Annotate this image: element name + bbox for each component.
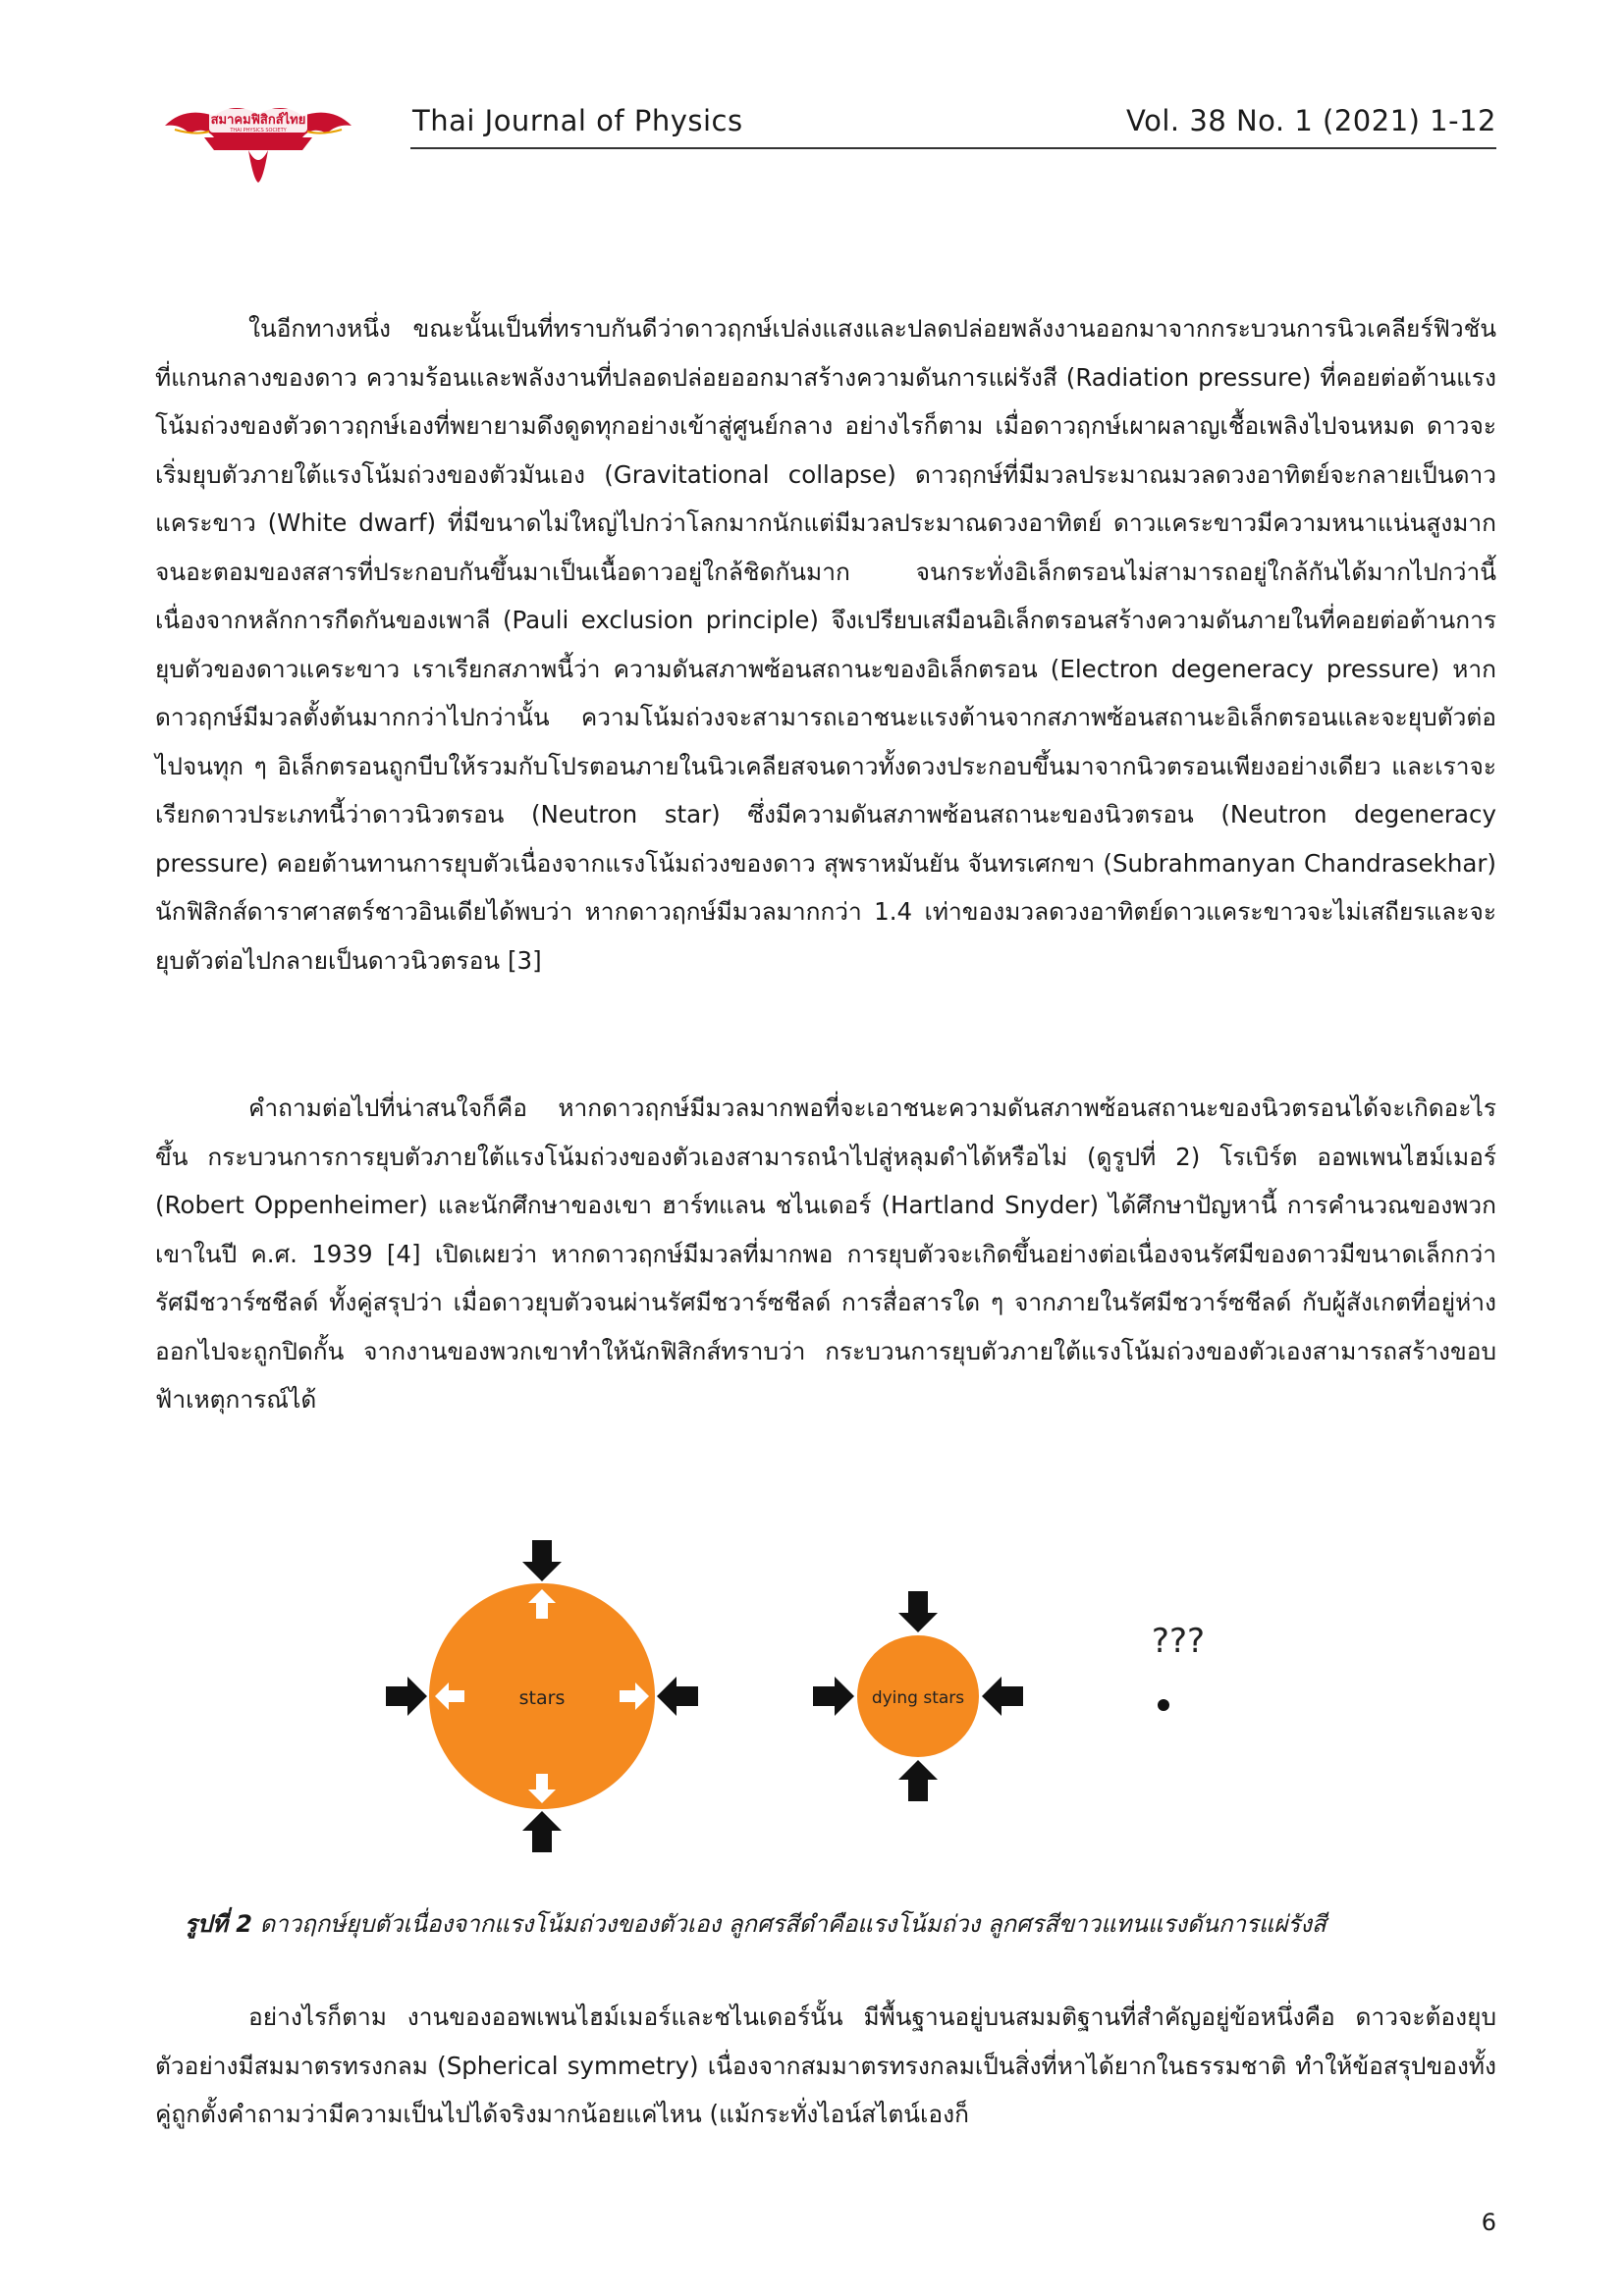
paragraph-1: ในอีกทางหนึ่ง ขณะนั้นเป็นที่ทราบกันดีว่าดาวฤกษ์เปล่งแสงและปลดปล่อยพลังงานออกมาจากกระบวนการนิวเคลียร์ฟิวชันที่แกนกลางของดาว ความร้อนและพลังงานที่ปลอดปล่อยออกมาสร้างความดันการแผ่รังสี (Radiation pressure) ที่คอยต่อต้านแรงโน้มถ่วงของตัวดาวฤกษ์เองที่พยายามดึงดูดทุกอย่างเข้าสู่ศูนย์กลาง อย่างไรก็ตาม เมื่อดาวฤกษ์เผาผลาญเชื้อเพลิงไปจนหมด ดาวจะเริ่มยุบตัวภายใต้แรงโน้มถ่วงของตัวมันเอง (Gravitational collapse) ดาวฤกษ์ที่มีมวลประมาณมวลดวงอาทิตย์จะกลายเป็นดาวแคระขาว (White dwarf) ที่มีขนาดไม่ใหญ่ไปกว่าโลกมากนักแต่มีมวลประมาณดวงอาทิตย์ ดาวแคระขาวมีความหนาแน่นสูงมากจนอะตอมของสสารที่ประกอบกันขึ้นมาเป็นเนื้อดาวอยู่ใกล้ชิดกันมาก จนกระทั่งอิเล็กตรอนไม่สามารถอยู่ใกล้กันได้มากไปกว่านี้ เนื่องจากหลักการกีดกันของเพาลี (Pauli exclusion principle) จึงเปรียบเสมือนอิเล็กตรอนสร้างความดันภายในที่คอยต่อต้านการยุบตัวของดาวแคระขาว เราเรียกสภาพนี้ว่า ความดันสภาพซ้อนสถานะของอิเล็กตรอน (Electron degeneracy pressure) หากดาวฤกษ์มีมวลตั้งต้นมากกว่าไปกว่านั้น ความโน้มถ่วงจะสามารถเอาชนะแรงต้านจากสภาพซ้อนสถานะอิเล็กตรอนและจะยุบตัวต่อไปจนทุก ๆ อิเล็กตรอนถูกบีบให้รวมกับโปรตอนภายในนิวเคลียสจนดาวทั้งดวงประกอบขึ้นมาจากนิวตรอนเพียงอย่างเดียว และเราจะเรียกดาวประเภทนี้ว่าดาวนิวตรอน (Neutron star) ซึ่งมีความดันสภาพซ้อนสถานะของนิวตรอน (Neutron degeneracy pressure) คอยต้านทานการยุบตัวเนื่องจากแรงโน้มถ่วงของดาว สุพราหมันยัน จันทรเศกขา (Subrahmanyan Chandrasekhar) นักฟิสิกส์ดาราศาสตร์ชาวอินเดียได้พบว่า หากดาวฤกษ์มีมวลมากกว่า 1.4 เท่าของมวลดวงอาทิตย์ดาวแคระขาวจะไม่เสถียรและจะยุบตัวต่อไปกลายเป็นดาวนิวตรอน [3]	[155, 314, 1496, 975]
gravity-arrow-right	[657, 1677, 698, 1716]
gravity-arrow-dying-bottom	[898, 1760, 938, 1801]
paragraph-3: อย่างไรก็ตาม งานของออพเพนไฮม์เมอร์และชไนเดอร์นั้น มีพื้นฐานอยู่บนสมมติฐานที่สำคัญอยู่ข้อหนึ่งคือ ดาวจะต้องยุบตัวอย่างมีสมมาตรทรงกลม (Spherical symmetry) เนื่องจากสมมาตรทรงกลมเป็นสิ่งที่หาได้ยากในธรรมชาติ ทำให้ข้อสรุปของทั้งคู่ถูกตั้งคำถามว่ามีความเป็นไปได้จริงมากน้อยแค่ไหน (แม้กระทั่งไอน์สไตน์เองก็	[155, 2002, 1496, 2128]
journal-volume: Vol. 38 No. 1 (2021) 1-12	[1126, 104, 1496, 137]
gravity-arrow-top	[522, 1540, 562, 1581]
gravity-arrow-left	[386, 1677, 427, 1716]
page-header	[0, 0, 1624, 157]
paragraph-2: คำถามต่อไปที่น่าสนใจก็คือ หากดาวฤกษ์มีมวลมากพอที่จะเอาชนะความดันสภาพซ้อนสถานะของนิวตรอนได้จะเกิดอะไรขึ้น กระบวนการการยุบตัวภายใต้แรงโน้มถ่วงของตัวเองสามารถนำไปสู่หลุมดำได้หรือไม่ (ดูรูปที่ 2) โรเบิร์ต ออพเพนไฮม์เมอร์ (Robert Oppenheimer) และนักศึกษาของเขา ฮาร์ทแลน ชไนเดอร์ (Hartland Snyder) ได้ศึกษาปัญหานี้ การคำนวณของพวกเขาในปี ค.ศ. 1939 [4] เปิดเผยว่า หากดาวฤกษ์มีมวลที่มากพอ การยุบตัวจะเกิดขึ้นอย่างต่อเนื่องจนรัศมีของดาวมีขนาดเล็กกว่ารัศมีชวาร์ซชีลด์ ทั้งคู่สรุปว่า เมื่อดาวยุบตัวจนผ่านรัศมีชวาร์ซชีลด์ การสื่อสารใด ๆ จากภายในรัศมีชวาร์ซชีลด์ กับผู้สังเกตที่อยู่ห่างออกไปจะถูกปิดกั้น จากงานของพวกเขาทำให้นักฟิสิกส์ทราบว่า กระบวนการยุบตัวภายใต้แรงโน้มถ่วงของตัวเองสามารถสร้างขอบฟ้าเหตุการณ์ได้	[155, 1094, 1496, 1414]
collapsed-point	[1158, 1699, 1169, 1711]
gravity-arrow-dying-left	[813, 1677, 854, 1716]
gravity-arrow-dying-top	[898, 1591, 938, 1632]
header-divider	[410, 147, 1496, 149]
page-number: 6	[1481, 2209, 1496, 2236]
unknown-label: ???	[1151, 1622, 1206, 1661]
caption-text: ดาวฤกษ์ยุบตัวเนื่องจากแรงโน้มถ่วงของตัวเอง ลูกศรสีดำคือแรงโน้มถ่วง ลูกศรสีขาวแทนแรงดันการแผ่รังสี	[259, 1910, 1326, 1938]
caption-label: รูปที่ 2	[185, 1910, 252, 1938]
gravity-arrow-bottom	[522, 1811, 562, 1852]
figure-2-star-collapse	[363, 1526, 1267, 1860]
logo-text-en: THAI PHYSICS SOCIETY	[230, 128, 287, 133]
figure-caption	[185, 1904, 1481, 1943]
thai-physics-society-logo	[155, 96, 361, 185]
logo-text-th: สมาคมฟิสิกส์ไทย	[210, 113, 306, 128]
gravity-arrow-dying-right	[982, 1677, 1023, 1716]
star-label: stars	[518, 1687, 566, 1709]
journal-name: Thai Journal of Physics	[412, 104, 743, 137]
dying-star-label: dying stars	[871, 1688, 965, 1708]
